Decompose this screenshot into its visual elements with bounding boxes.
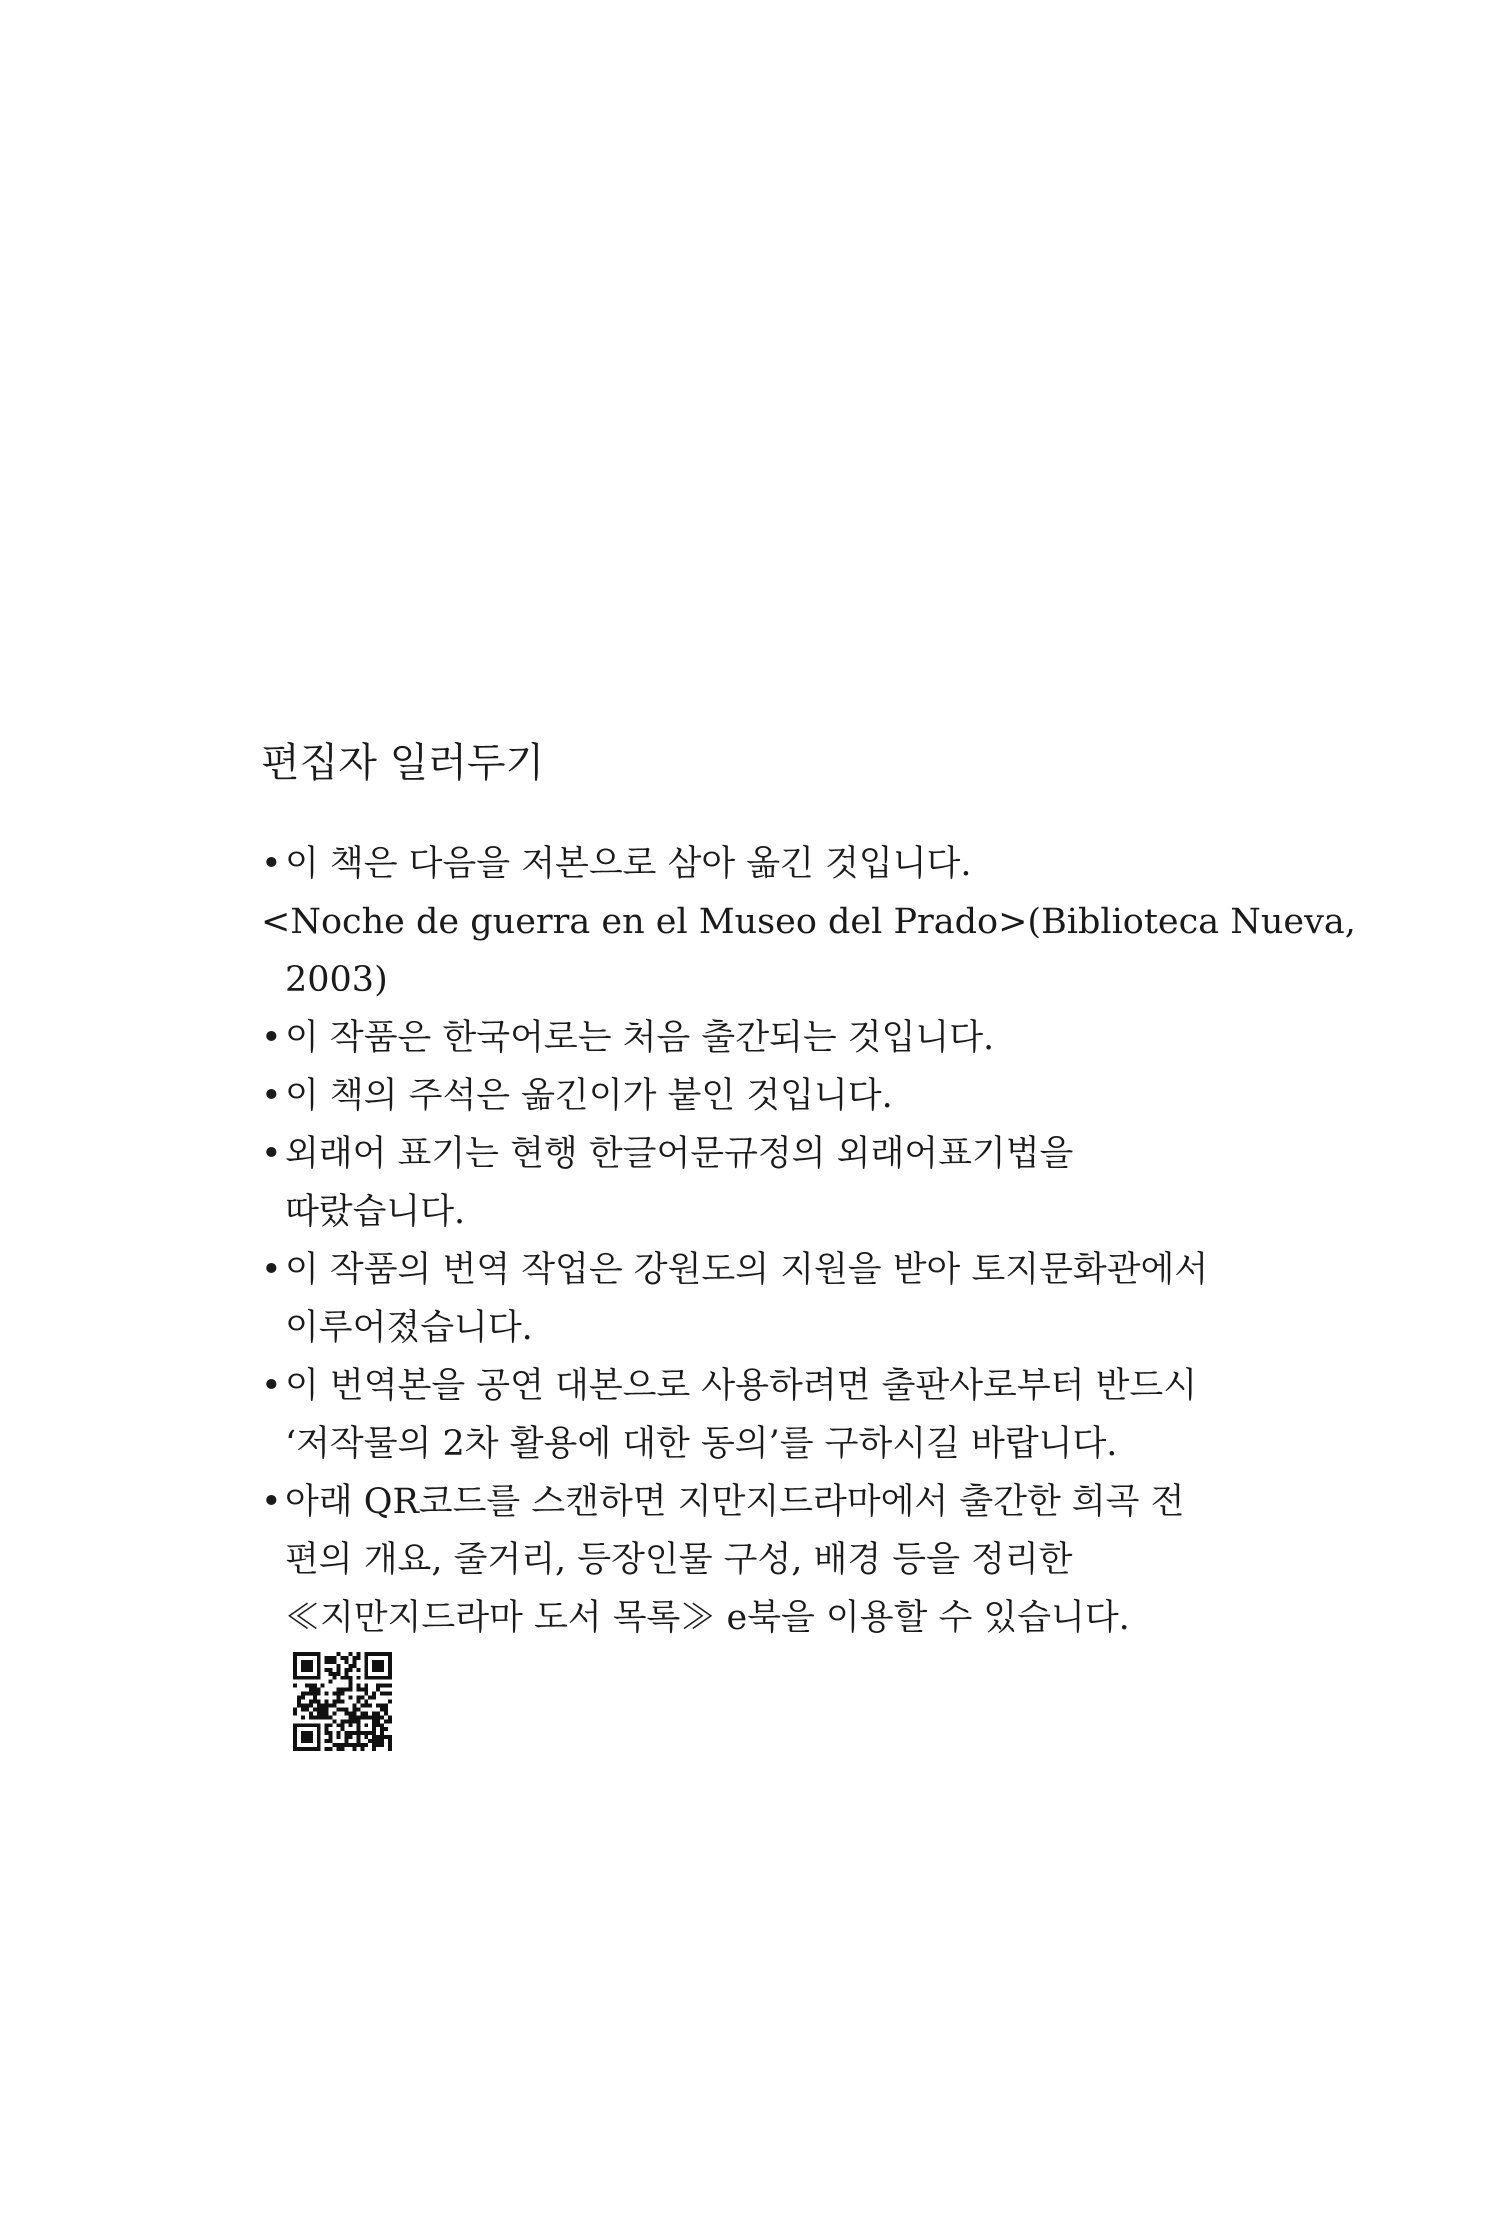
notes-list bbox=[261, 835, 1356, 1647]
note-line: ‘저작물의 2차 활용에 대한 동의’를 구하시길 바랍니다. bbox=[285, 1424, 1118, 1464]
note-line: 따랐습니다. bbox=[285, 1192, 466, 1232]
note-line: • 아래 QR코드를 스캔하면 지만지드라마에서 출간한 희곡 전 bbox=[261, 1473, 1271, 1531]
note-line: • 이 책의 주석은 옮긴이가 붙인 것입니다. bbox=[261, 1067, 1271, 1125]
note-line: • 이 번역본을 공연 대본으로 사용하려면 출판사로부터 반드시 bbox=[261, 1357, 1271, 1415]
editor-notes bbox=[261, 735, 1356, 1647]
note-line: • 외래어 표기는 현행 한글어문규정의 외래어표기법을 bbox=[261, 1125, 1271, 1183]
note-line: ≪지만지드라마 도서 목록≫ e북을 이용할 수 있습니다. bbox=[285, 1598, 1130, 1638]
notes-title: 편집자 일러두기 bbox=[261, 740, 545, 786]
note-line: <Noche de guerra en el Museo del Prado>(Biblioteca Nueva, bbox=[261, 902, 1356, 942]
note-line: • 이 작품은 한국어로는 처음 출간되는 것입니다. bbox=[261, 1009, 1271, 1067]
note-line: 편의 개요, 줄거리, 등장인물 구성, 배경 등을 정리한 bbox=[285, 1540, 1073, 1580]
qr-code-icon[interactable] bbox=[293, 1652, 392, 1751]
note-line: 2003) bbox=[285, 960, 388, 1000]
note-line: • 이 작품의 번역 작업은 강원도의 지원을 받아 토지문화관에서 bbox=[261, 1241, 1271, 1299]
note-line: • 이 책은 다음을 저본으로 삼아 옮긴 것입니다. bbox=[261, 835, 1271, 893]
note-line: 이루어졌습니다. bbox=[285, 1308, 533, 1348]
